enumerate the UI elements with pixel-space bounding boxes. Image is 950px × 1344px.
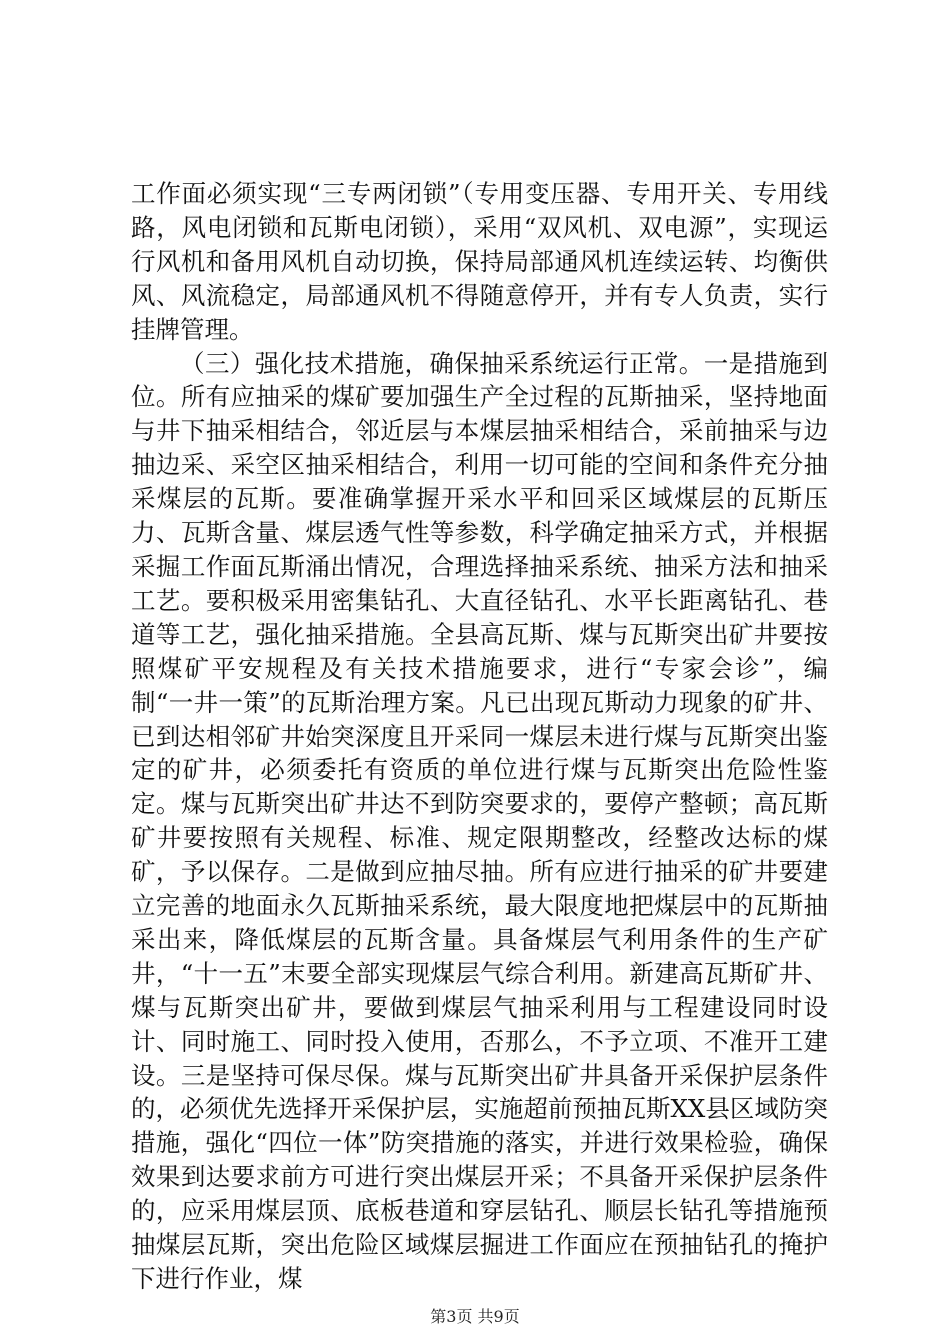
body-text: [131, 177, 828, 1296]
paragraph-continuation: 工作面必须实现“三专两闭锁”（专用变压器、专用开关、专用线路，风电闭锁和瓦斯电闭锁），采用“双风机、双电源”，实现运行风机和备用风机自动切换，保持局部通风机连续运转、均衡供风、风流稳定，局部通风机不得随意停开，并有专人负责，实行挂牌管理。: [131, 179, 828, 344]
paragraph-technical-measures: （三）强化技术措施，确保抽采系统运行正常。一是措施到位。所有应抽采的煤矿要加强生产全过程的瓦斯抽采，坚持地面与井下抽采相结合，邻近层与本煤层抽采相结合，采前抽采与边抽边采、采空区抽采相结合，利用一切可能的空间和条件充分抽采煤层的瓦斯。要准确掌握开采水平和回采区域煤层的瓦斯压力、瓦斯含量、煤层透气性等参数，科学确定抽采方式，并根据采掘工作面瓦斯涌出情况，合理选择抽采系统、抽采方法和抽采工艺。要积极采用密集钻孔、大直径钻孔、水平长距离钻孔、巷道等工艺，强化抽采措施。全县高瓦斯、煤与瓦斯突出矿井要按照煤矿平安规程及有关技术措施要求，进行“专家会诊”，编制“一井一策”的瓦斯治理方案。凡已出现瓦斯动力现象的矿井、已到达相邻矿井始突深度且开采同一煤层未进行煤与瓦斯突出鉴定的矿井，必须委托有资质的单位进行煤与瓦斯突出危险性鉴定。煤与瓦斯突出矿井达不到防突要求的，要停产整顿；高瓦斯矿井要按照有关规程、标准、规定限期整改，经整改达标的煤矿，予以保存。二是做到应抽尽抽。所有应进行抽采的矿井要建立完善的地面永久瓦斯抽采系统，最大限度地把煤层中的瓦斯抽采出来，降低煤层的瓦斯含量。具备煤层气利用条件的生产矿井，“十一五”末要全部实现煤层气综合利用。新建高瓦斯矿井、煤与瓦斯突出矿井，要做到煤层气抽采利用与工程建设同时设计、同时施工、同时投入使用，否那么，不予立项、不准开工建设。三是坚持可保尽保。煤与瓦斯突出矿井具备开采保护层条件的，必须优先选择开采保护层，实施超前预抽瓦斯XX县区域防突措施，强化“四位一体”防突措施的落实，并进行效果检验，确保效果到达要求前方可进行突出煤层开采；不具备开采保护层条件的，应采用煤层顶、底板巷道和穿层钻孔、顺层长钻孔等措施预抽煤层瓦斯，突出危险区域煤层掘进工作面应在预抽钻孔的掩护下进行作业，煤: [131, 348, 828, 1293]
page-footer: 第3页 共9页: [430, 1307, 520, 1326]
